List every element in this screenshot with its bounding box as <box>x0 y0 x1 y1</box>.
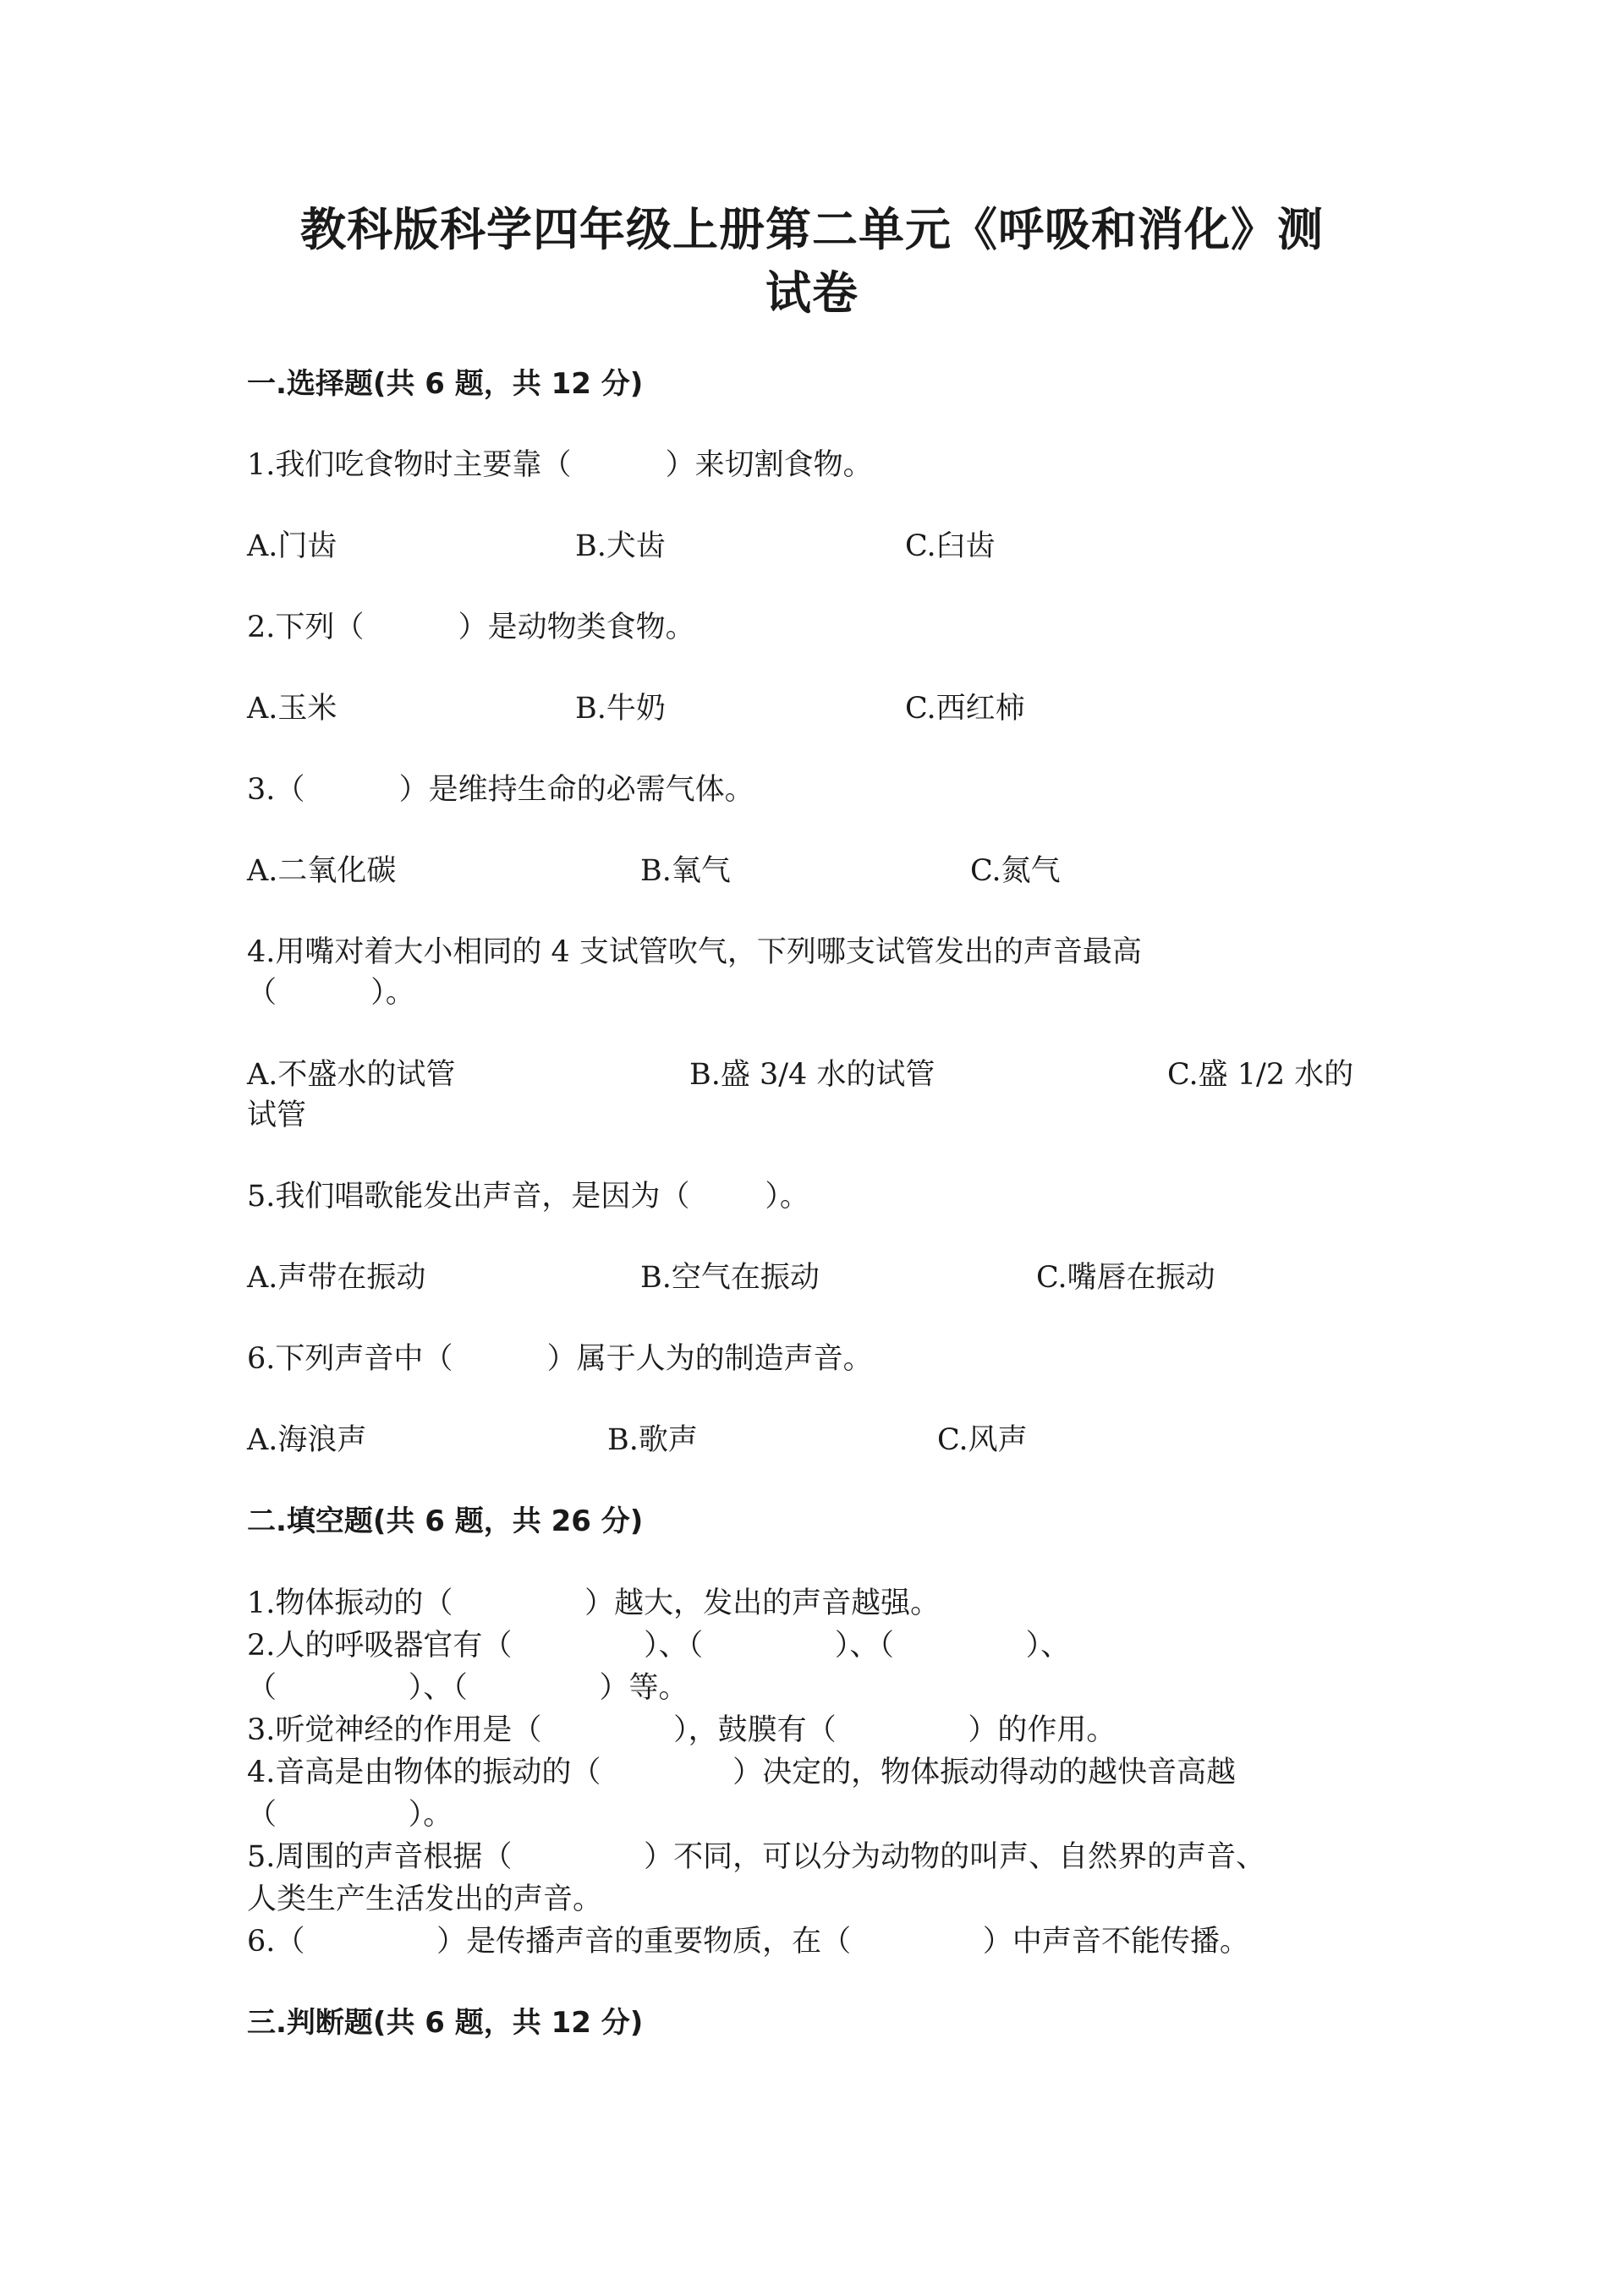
question-6-option-b: B.歌声 <box>607 1423 698 1457</box>
question-5-option-c: C.嘴唇在振动 <box>1036 1261 1215 1295</box>
exam-title-line-1: 教科版科学四年级上册第二单元《呼吸和消化》测 <box>300 203 1324 256</box>
fill-line-1: 1.物体振动的（ ）越大，发出的声音越强。 <box>247 1586 941 1620</box>
question-2-option-c: C.西红柿 <box>905 692 1025 726</box>
question-1-option-a: A.门齿 <box>247 529 337 563</box>
question-3-stem: 3.（ ）是维持生命的必需气体。 <box>247 773 754 807</box>
question-4-option-a: A.不盛水的试管 <box>247 1058 456 1092</box>
question-2-stem: 2.下列（ ）是动物类食物。 <box>247 611 695 644</box>
fill-line-7: 5.周围的声音根据（ ）不同，可以分为动物的叫声、自然界的声音、 <box>247 1840 1266 1874</box>
question-6-stem: 6.下列声音中（ ）属于人为的制造声音。 <box>247 1342 873 1376</box>
exam-title-line-2: 试卷 <box>765 266 859 320</box>
question-1-option-c: C.臼齿 <box>905 529 996 563</box>
question-4-option-b: B.盛 3/4 水的试管 <box>689 1058 935 1092</box>
question-4-option-c: C.盛 1/2 水的 <box>1167 1058 1354 1092</box>
question-5-option-b: B.空气在振动 <box>640 1261 820 1295</box>
question-1-stem: 1.我们吃食物时主要靠（ ）来切割食物。 <box>247 448 873 482</box>
section-heading-fill-blank: 二.填空题(共 6 题，共 26 分) <box>247 1504 644 1538</box>
section-heading-true-false: 三.判断题(共 6 题，共 12 分) <box>247 2006 644 2040</box>
fill-line-9: 6.（ ）是传播声音的重要物质，在（ ）中声音不能传播。 <box>247 1925 1249 1959</box>
question-6-option-c: C.风声 <box>937 1423 1028 1457</box>
question-5-stem: 5.我们唱歌能发出声音，是因为（ ）。 <box>247 1180 809 1214</box>
question-3-option-b: B.氧气 <box>640 854 731 888</box>
question-4-option-c-wrap: 试管 <box>247 1099 307 1132</box>
question-2-option-a: A.玉米 <box>247 692 337 726</box>
fill-line-4: 3.听觉神经的作用是（ ），鼓膜有（ ）的作用。 <box>247 1713 1116 1747</box>
fill-line-3: （ ）、（ ）等。 <box>247 1671 689 1705</box>
question-4-stem-line-1: 4.用嘴对着大小相同的 4 支试管吹气，下列哪支试管发出的声音最高 <box>247 935 1142 969</box>
section-heading-multiple-choice: 一.选择题(共 6 题，共 12 分) <box>247 367 644 401</box>
question-2-option-b: B.牛奶 <box>575 692 666 726</box>
question-3-option-c: C.氮气 <box>970 854 1061 888</box>
question-6-option-a: A.海浪声 <box>247 1423 367 1457</box>
question-1-option-b: B.犬齿 <box>575 529 666 563</box>
fill-line-8: 人类生产生活发出的声音。 <box>247 1882 603 1916</box>
fill-line-5: 4.音高是由物体的振动的（ ）决定的，物体振动得动的越快音高越 <box>247 1756 1237 1789</box>
question-5-option-a: A.声带在振动 <box>247 1261 426 1295</box>
fill-line-2: 2.人的呼吸器官有（ ）、（ ）、（ ）、 <box>247 1629 1071 1663</box>
question-3-option-a: A.二氧化碳 <box>247 854 397 888</box>
fill-line-6: （ ）。 <box>247 1798 453 1832</box>
question-4-stem-line-2: （ ）。 <box>247 976 415 1010</box>
